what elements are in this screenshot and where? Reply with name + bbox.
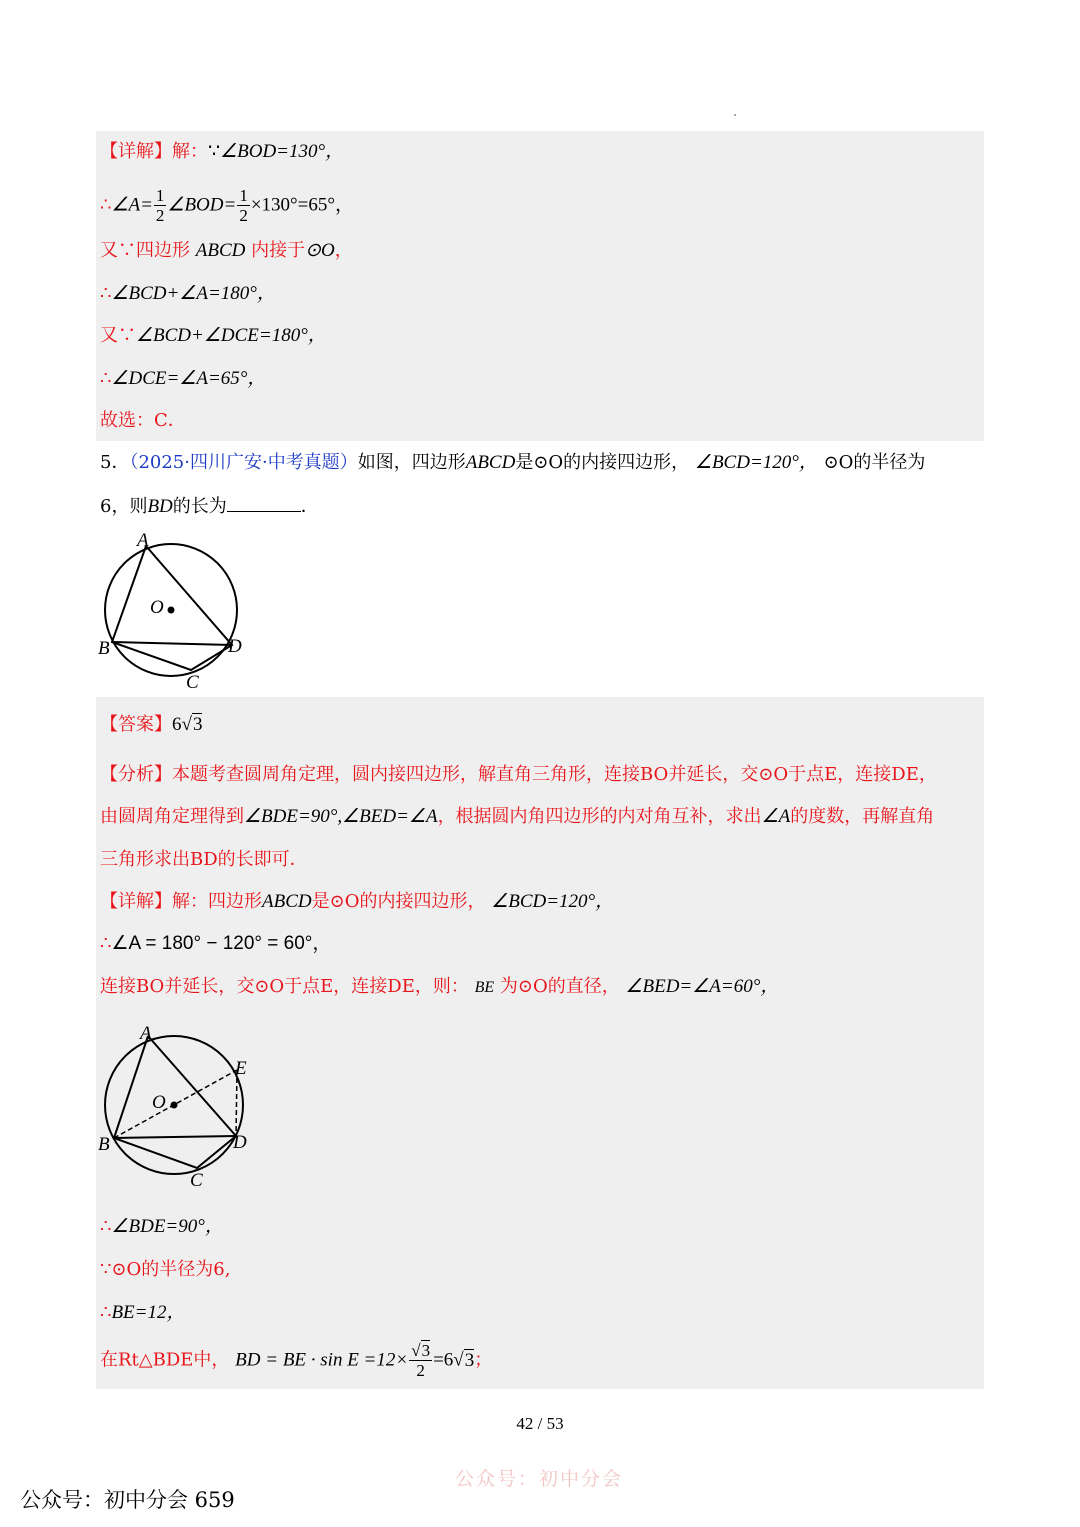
figure-2 bbox=[94, 1018, 264, 1193]
detail2-line-1: 【详解】解：四边形ABCD是⊙O的内接四边形， ∠BCD=120°， bbox=[100, 891, 615, 912]
diagonal-bd bbox=[112, 642, 232, 645]
detail2-line-7: 在Rt△BDE中， BD = BE · sin E =12× $\frac{√3}{2}$ =6√3； bbox=[100, 1341, 493, 1380]
center-dot-2 bbox=[171, 1102, 178, 1109]
fraction-half: $\frac{1}{2}$ bbox=[155, 186, 165, 225]
label-c: C bbox=[186, 672, 199, 693]
detail-line-5: 又∵∠BCD+∠DCE=180°， bbox=[100, 325, 327, 346]
question-5-line-1: 5．（2025·四川广安·中考真题）如图，四边形ABCD是⊙O的内接四边形， ∠BCD=120°， ⊙O的半径为 bbox=[100, 452, 926, 473]
detail2-line-3: 连接BO并延长，交⊙O于点E，连接DE，则： BE 为⊙O的直径， ∠BED=∠A=60°， bbox=[100, 976, 780, 997]
label-c-2: C bbox=[190, 1170, 203, 1191]
detail-line-3: 又∵四边形 ABCD 内接于⊙O， bbox=[100, 240, 353, 261]
speck bbox=[734, 114, 736, 116]
analysis-line-1: 【分析】本题考查圆周角定理，圆内接四边形，解直角三角形，连接BO并延长，交⊙O于点E，连接DE， bbox=[100, 764, 937, 785]
page-number: 42 / 53 bbox=[516, 1414, 564, 1433]
detail-line-4: ∴∠BCD+∠A=180°， bbox=[100, 283, 276, 304]
answer-blank bbox=[227, 493, 301, 512]
fraction-half-2: $\frac{1}{2}$ bbox=[239, 186, 248, 225]
detail-line-7: 故选：C． bbox=[100, 410, 186, 431]
footer-caption: 公众号：初中分会 659 bbox=[20, 1488, 235, 1512]
watermark: 公众号：初中分会 bbox=[455, 1468, 624, 1490]
figure-1 bbox=[94, 528, 254, 693]
detail-line-1: 【详解】解：∵∠BOD=130°， bbox=[100, 141, 345, 162]
label-d: D bbox=[228, 636, 242, 657]
detail-line-6: ∴∠DCE=∠A=65°， bbox=[100, 368, 267, 389]
center-dot bbox=[168, 607, 175, 614]
label-a-2: A bbox=[140, 1023, 152, 1044]
label-a: A bbox=[137, 530, 149, 551]
label-d-2: D bbox=[233, 1132, 247, 1153]
analysis-line-2: 由圆周角定理得到∠BDE=90°,∠BED=∠A，根据圆内角四边形的内对角互补，求出∠A的度数，再解直角 bbox=[100, 806, 935, 827]
answer-line: 【答案】6√3 bbox=[100, 714, 203, 735]
label-e: E bbox=[235, 1058, 247, 1079]
label-o-2: O bbox=[152, 1092, 166, 1113]
detail2-line-5: ∵⊙O的半径为6, bbox=[100, 1259, 231, 1280]
fraction-sqrt3-over-2: $\frac{√3}{2}$ bbox=[411, 1341, 431, 1380]
detail2-line-4: ∴∠BDE=90°， bbox=[100, 1216, 224, 1237]
detail-line-2: ∴∠A= $\frac{1}{2}$ ∠BOD= $\frac{1}{2}$ ×130°=65°， bbox=[100, 186, 354, 225]
analysis-line-3: 三角形求出BD的长即可． bbox=[100, 849, 308, 870]
label-b-2: B bbox=[98, 1134, 110, 1155]
detail2-line-2: ∴∠A = 180° − 120° = 60°， bbox=[100, 933, 332, 954]
label-b: B bbox=[98, 638, 110, 659]
question-5-line-2: 6，则BD的长为 ． bbox=[100, 493, 319, 520]
dashed-ed bbox=[236, 1070, 237, 1136]
detail2-line-6: ∴BE=12， bbox=[100, 1302, 186, 1323]
label-o: O bbox=[150, 597, 164, 618]
diagonal-bd-2 bbox=[114, 1136, 236, 1138]
